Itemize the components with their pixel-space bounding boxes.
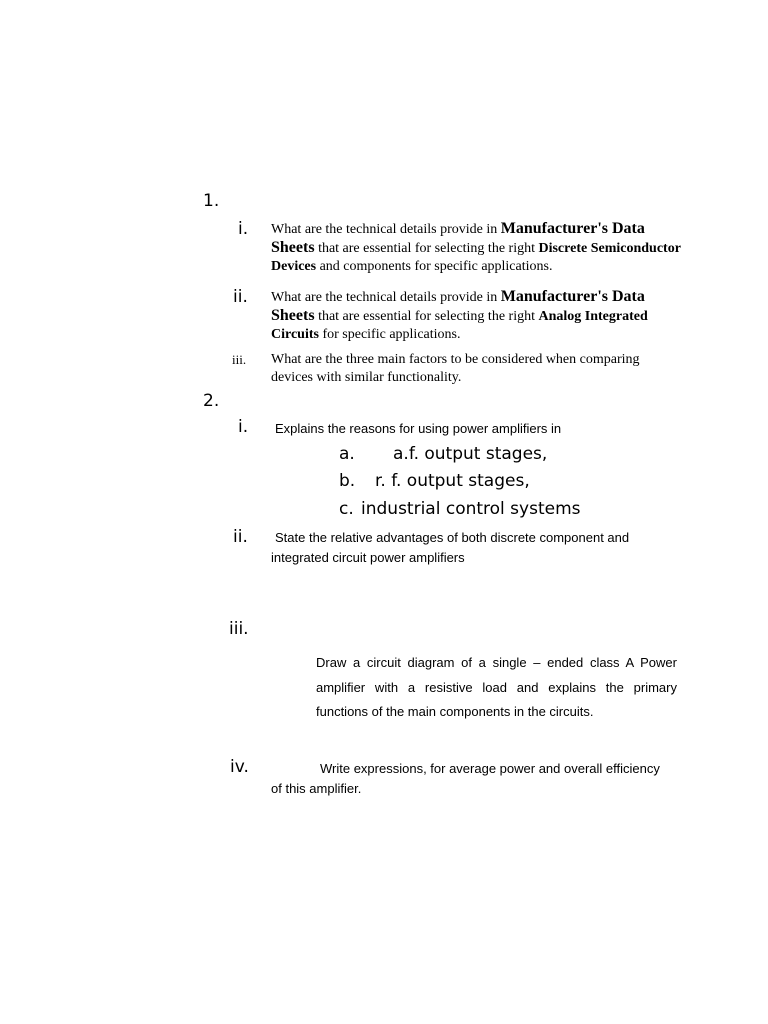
q2-subitem-b-marker: b. (339, 471, 356, 491)
q1-item-ii-text-b: that are essential for selecting the right (314, 309, 539, 324)
q2-subitem-b-text: r. f. output stages, (375, 471, 530, 491)
q2-item-i-text: Explains the reasons for using power amplifiers in (275, 421, 562, 436)
question-1-number: 1. (203, 191, 220, 211)
q2-item-ii-text: State the relative advantages of both discrete component and integrated circuit power amplifiers (271, 530, 630, 565)
q2-item-i-marker: i. (238, 417, 249, 437)
q1-item-i-text-a: What are the technical details provide in (271, 222, 501, 237)
q1-item-ii-text-a: What are the technical details provide in (271, 290, 501, 305)
q1-item-i-text-c: and components for specific applications. (316, 259, 553, 274)
q1-item-iii-marker: iii. (232, 352, 247, 367)
q2-item-ii-marker: ii. (233, 527, 248, 547)
q1-item-ii-marker: ii. (233, 287, 248, 307)
q1-item-i-bold-big: Manufacturer's Data Sheets (271, 220, 645, 256)
question-2-number: 2. (203, 391, 220, 411)
q2-item-iv-text: Write expressions, for average power and overall efficiency of this amplifier. (271, 761, 660, 796)
q1-item-i-bold: Discrete Semiconductor Devices (271, 241, 681, 274)
q1-item-iii-text: What are the three main factors to be considered when comparing devices with similar functionality. (271, 352, 640, 385)
q1-item-ii-bold: Analog Integrated Circuits (271, 309, 648, 342)
q2-item-iv-marker: iv. (230, 757, 249, 777)
q1-item-i-text (271, 220, 681, 276)
q2-subitem-c-marker: c. (339, 499, 354, 519)
q2-subitem-c-text: industrial control systems (361, 499, 581, 519)
q2-item-iii-marker: iii. (229, 619, 249, 639)
q1-item-i-text-b: that are essential for selecting the right (314, 241, 539, 256)
q1-item-i-marker: i. (238, 219, 249, 239)
q1-item-ii-text (271, 288, 681, 344)
q1-item-ii-bold-big: Manufacturer's Data Sheets (271, 288, 645, 324)
q1-item-ii-text-c: for specific applications. (318, 327, 461, 342)
q2-subitem-a-text: a.f. output stages, (393, 444, 548, 464)
q2-subitem-a-marker: a. (339, 444, 355, 464)
q2-item-iii-text: Draw a circuit diagram of a single – ended class A Power amplifier with a resistive load and explains the primary functions of the main components in the circuits. (316, 655, 677, 719)
